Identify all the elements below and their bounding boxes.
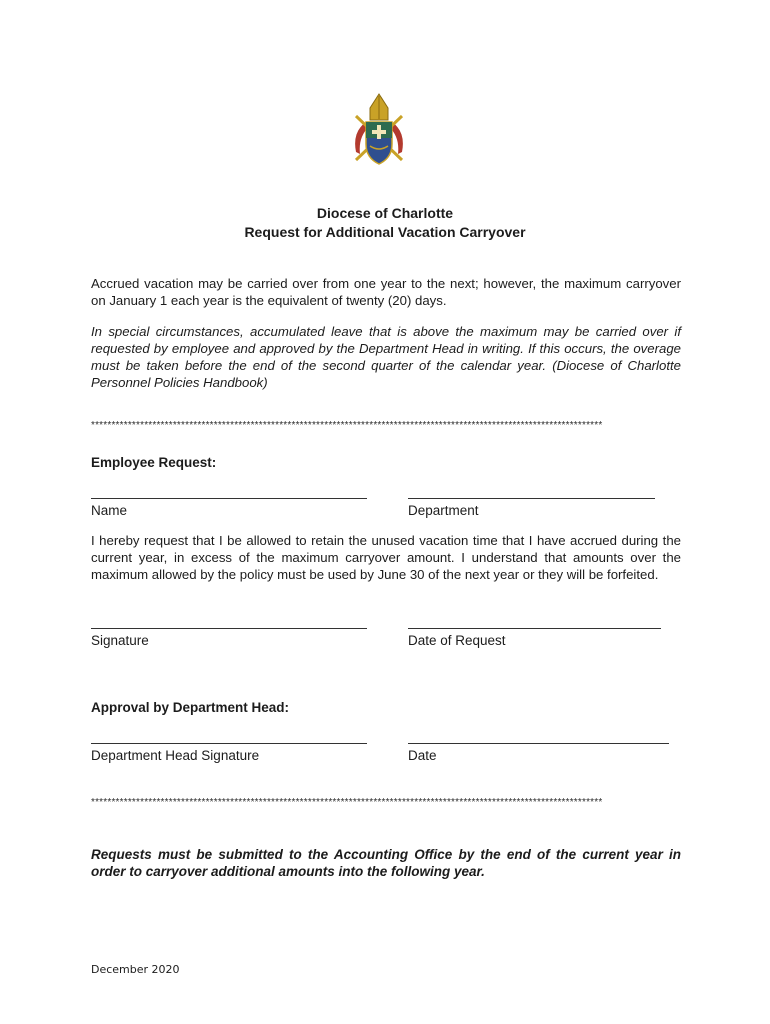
footer-date: December 2020: [91, 963, 180, 976]
date-of-request-label: Date of Request: [408, 633, 506, 648]
closing-note: Requests must be submitted to the Accounting Office by the end of the current year in order to carryover additional amounts into the following year.: [91, 847, 681, 879]
policy-paragraph-2: In special circumstances, accumulated leave that is above the maximum may be carried over if requested by employee and approved by the Department Head in writing. If this occurs, the overage must be taken before the end of the second quarter of the calendar year. (Diocese of Charlotte Personnel Policies Handbook): [91, 324, 681, 390]
date-of-request-line[interactable]: [408, 628, 661, 629]
organization-name: Diocese of Charlotte: [316, 205, 454, 221]
star-divider-top: *****************************************************************************************************************************: [91, 420, 603, 431]
department-label: Department: [408, 503, 479, 518]
policy-paragraph-1: Accrued vacation may be carried over from one year to the next; however, the maximum carryover on January 1 each year is the equivalent of twenty (20) days.: [91, 276, 681, 308]
signature-line[interactable]: [91, 628, 367, 629]
employee-statement: I hereby request that I be allowed to retain the unused vacation time that I have accrued during the current year, in excess of the maximum carryover amount. I understand that amounts over the maximum allowed by the policy must be used by June 30 of the next year or they will be forfeited.: [91, 533, 681, 582]
approval-date-line[interactable]: [408, 743, 669, 744]
signature-label: Signature: [91, 633, 149, 648]
name-label: Name: [91, 503, 128, 518]
department-line[interactable]: [408, 498, 655, 499]
department-head-signature-label: Department Head Signature: [91, 748, 260, 763]
form-title: Request for Additional Vacation Carryover: [244, 224, 526, 240]
employee-request-heading: Employee Request:: [91, 455, 217, 470]
star-divider-bottom: *****************************************************************************************************************************: [91, 797, 603, 808]
name-line[interactable]: [91, 498, 367, 499]
diocese-crest-logo: [346, 92, 412, 168]
approval-heading: Approval by Department Head:: [91, 700, 290, 715]
department-head-signature-line[interactable]: [91, 743, 367, 744]
approval-date-label: Date: [408, 748, 437, 763]
title-block: [0, 204, 770, 242]
